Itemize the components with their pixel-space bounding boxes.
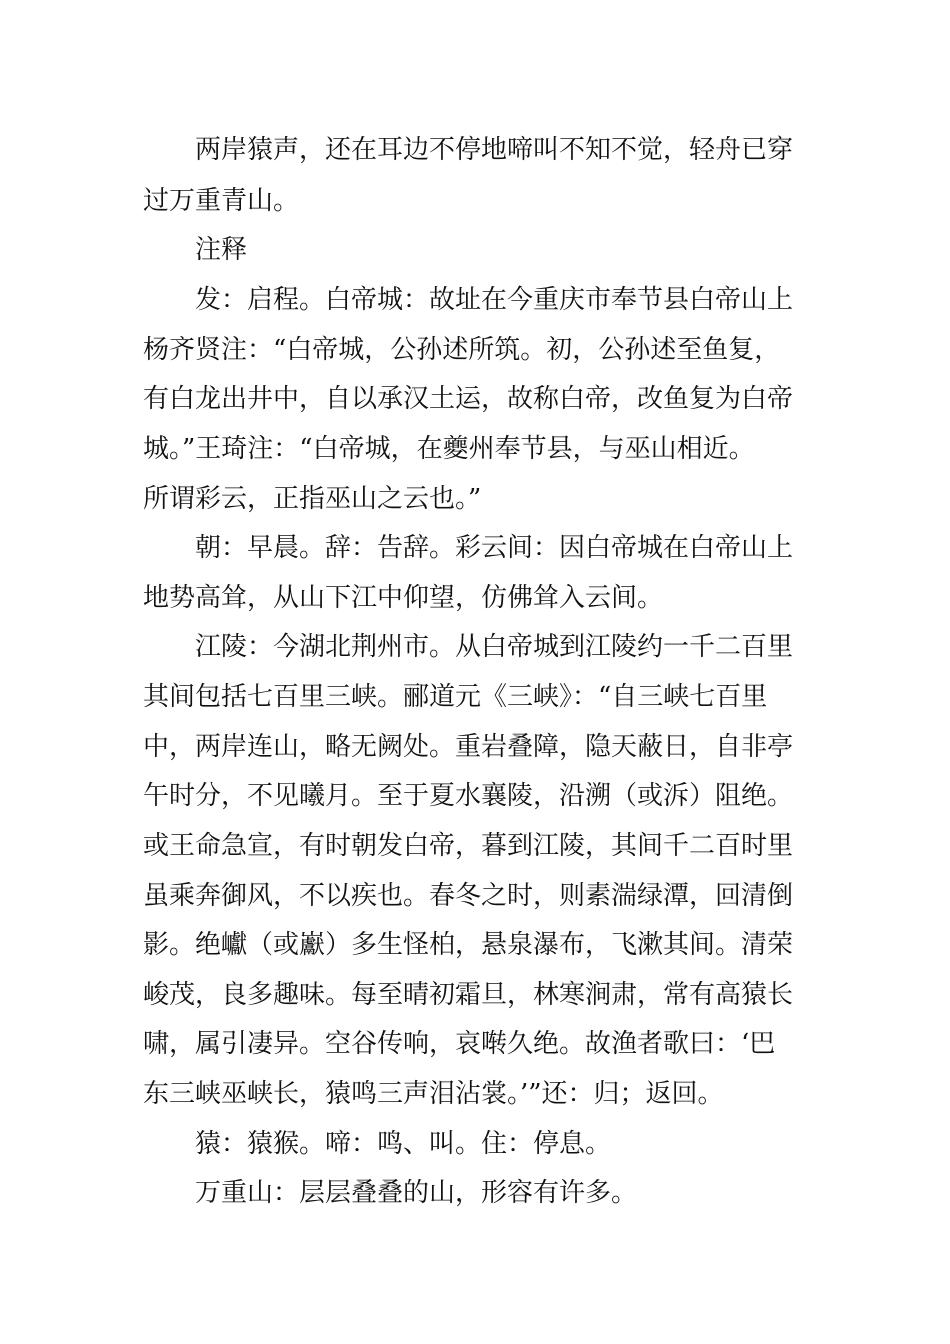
text-line: 影。绝巘（或巚）多生怪柏，悬泉瀑布，飞漱其间。清荣 bbox=[143, 930, 794, 960]
text-line: 峻茂，良多趣味。每至晴初霜旦，林寒涧肃，常有高猿长 bbox=[143, 980, 794, 1010]
text-line: 午时分，不见曦月。至于夏水襄陵，沿溯（或泝）阻绝。 bbox=[143, 781, 794, 811]
text-line: 两岸猿声，还在耳边不停地啼叫不知不觉，轻舟已穿 bbox=[195, 135, 794, 165]
text-line: 所谓彩云，正指巫山之云也。” bbox=[143, 484, 482, 514]
text-line: 猿：猿猴。啼：鸣、叫。住：停息。 bbox=[195, 1129, 612, 1159]
text-line: 发：启程。白帝城：故址在今重庆市奉节县白帝山上 bbox=[195, 285, 794, 315]
text-line: 中，两岸连山，略无阙处。重岩叠障，隐天蔽日，自非亭 bbox=[143, 732, 794, 762]
text-line: 虽乘奔御风，不以疾也。春冬之时，则素湍绿潭，回清倒 bbox=[143, 881, 794, 911]
text-line: 啸，属引凄异。空谷传响，哀啭久绝。故渔者歌曰：‘巴 bbox=[143, 1029, 776, 1059]
text-line: 江陵：今湖北荆州市。从白帝城到江陵约一千二百里 bbox=[195, 632, 794, 662]
text-line: 有白龙出井中，自以承汉土运，故称白帝，改鱼复为白帝 bbox=[143, 384, 794, 414]
text-line: 万重山：层层叠叠的山，形容有许多。 bbox=[195, 1178, 638, 1208]
text-line: 城。”王琦注：“白帝城，在夔州奉节县，与巫山相近。 bbox=[143, 434, 755, 464]
text-line: 杨齐贤注：“白帝城，公孙述所筑。初，公孙述至鱼复， bbox=[143, 335, 781, 365]
text-line: 过万重青山。 bbox=[143, 186, 300, 216]
text-line: 或王命急宣，有时朝发白帝，暮到江陵，其间千二百时里 bbox=[143, 831, 794, 861]
notes-heading: 注释 bbox=[195, 235, 248, 265]
text-line: 地势高耸，从山下江中仰望，仿佛耸入云间。 bbox=[143, 583, 664, 613]
text-line: 其间包括七百里三峡。郦道元《三峡》：“自三峡七百里 bbox=[143, 682, 768, 712]
text-line: 东三峡巫峡长，猿鸣三声泪沾裳。’”还：归；返回。 bbox=[143, 1079, 724, 1109]
text-line: 朝：早晨。辞：告辞。彩云间：因白帝城在白帝山上 bbox=[195, 533, 794, 563]
